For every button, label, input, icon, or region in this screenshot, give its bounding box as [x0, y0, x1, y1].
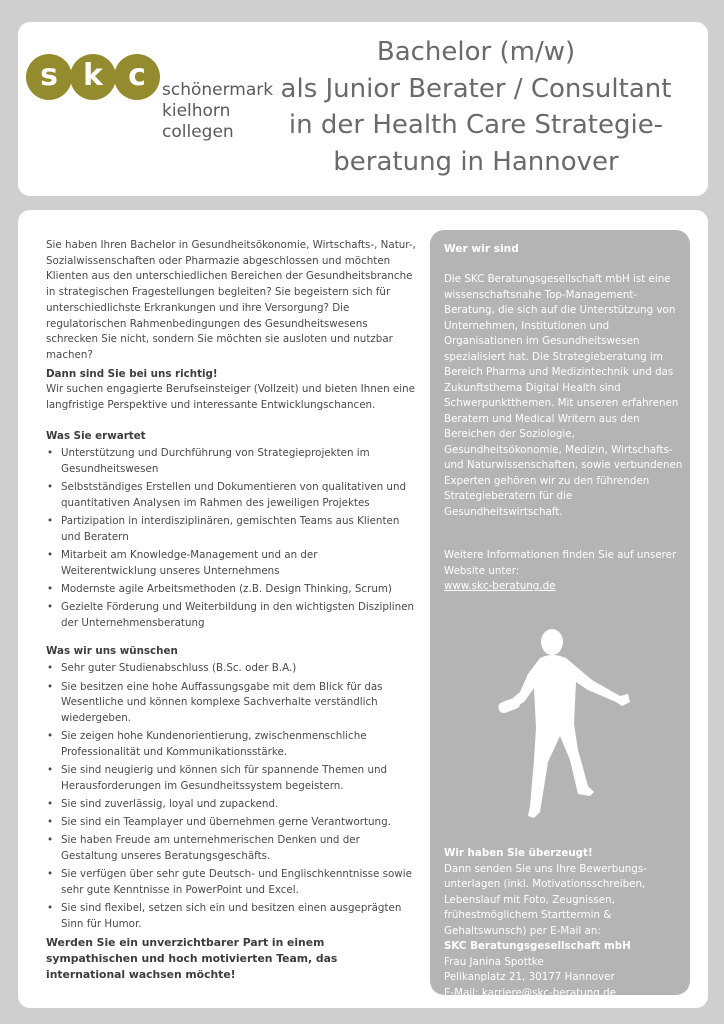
contact-heading: Wir haben Sie überzeugt! [444, 847, 593, 859]
list-item: • Sie besitzen eine hohe Auffassungsgabe mit dem Blick für das Wesentliche und können komplexe Sachverhalte verständlich wiedergeben. [46, 680, 416, 727]
contact-block [444, 846, 684, 1001]
logo-letter-k: k [70, 54, 116, 100]
logo-letter-s: s [26, 54, 72, 100]
company-info-panel [430, 230, 690, 999]
list-item: • Sie sind neugierig und können sich für spannende Themen und Herausforderungen im Gesundheitssystem begeistern. [46, 763, 416, 794]
list-item: • Modernste agile Arbeitsmethoden (z.B. Design Thinking, Scrum) [46, 582, 416, 598]
title-line: Bachelor (m/w) [376, 37, 576, 67]
company-name: SKC Beratungsgesellschaft mbH [444, 940, 631, 952]
list-item: • Sie verfügen über sehr gute Deutsch- und Englischkenntnisse sowie sehr gute Kenntnisse in PowerPoint und Excel. [46, 867, 416, 898]
list-item: • Sie sind zuverlässig, loyal und zupackend. [46, 797, 416, 813]
logo-letter-c: c [114, 54, 160, 100]
call-to-action: Dann sind Sie bei uns richtig! [46, 367, 218, 380]
more-info [444, 548, 679, 595]
header-card [18, 22, 708, 196]
title-line: als Junior Berater / Consultant [280, 73, 672, 104]
logo-line: kielhorn [162, 101, 231, 121]
list-item: • Sehr guter Studienabschluss (B.Sc. oder B.A.) [46, 661, 416, 677]
list-item: • Sie sind ein Teamplayer und übernehmen gerne Verantwortung. [46, 815, 416, 831]
page-title [266, 34, 686, 180]
logo-line: schönermark [162, 80, 274, 100]
contact-person: Frau Janina Spottke [444, 955, 544, 968]
skc-logo [26, 54, 162, 102]
main-card [18, 210, 708, 1008]
list-item: • Sie zeigen hohe Kundenorientierung, zwischenmenschliche Professionalität und Kommunikationsstärke. [46, 729, 416, 760]
about-text: Die SKC Beratungsgesellschaft mbH ist eine wissenschaftsnahe Top-Management-Beratung, die sich auf die Unterstützung von Unternehmen, Institutionen und Organisationen im Gesundheitswesen spezialisiert hat. Die Strategieberatung im Bereich Pharma und Medizintechnik und das Zukunftsthema Digital Health sind Schwerpunktthemen. Mit unseren erfahrenen Beratern und Medical Writern aus den Bereichen der Soziologie, Gesundheitsökonomie, Medizin, Wirtschafts- und Naturwissenschaften, sowie verbundenen Experten gehören wir zu den führenden Strategieberatern für die Gesundheitswirtschaft. [444, 273, 683, 518]
list-item: • Selbstständiges Erstellen und Dokumentieren von qualitativen und quantitativen Analysen im Rahmen des jeweiligen Projektes [46, 480, 416, 511]
intro-paragraph: Sie haben Ihren Bachelor in Gesundheitsökonomie, Wirtschafts-, Natur-, Sozialwissenschaften oder Pharmazie abgeschlossen und möchten Klienten aus den unterschiedlichen Bereichen der Gesundheitsbranche in strategischen Fragestellungen begleiten? Sie begeistern sich für unterschiedlichste Erkrankungen und ihre Versorgung? Die regulatorischen Rahmenbedingungen des Gesundheitswesens schrecken Sie nicht, sondern Sie möchten sie ausloten und nutzbar machen? [46, 239, 416, 361]
logo-line: collegen [162, 122, 234, 142]
contact-email[interactable]: E-Mail: karriere@skc-beratung.de [444, 986, 616, 999]
expect-list [46, 446, 416, 631]
list-item: • Sie sind flexibel, setzen sich ein und besitzen einen ausgeprägten Sinn für Humor. [46, 901, 416, 932]
contact-text: Dann senden Sie uns Ihre Bewerbungs-unterlagen (inkl. Motivationsschreiben, Lebenslauf mit Foto, Zeugnissen, frühestmöglichem Starttermin & Gehaltswunsch) per E-Mail an: [444, 862, 647, 937]
website-link[interactable]: www.skc-beratung.de [444, 580, 556, 592]
logo-wordmark [162, 80, 273, 143]
job-description [46, 238, 416, 983]
offer-paragraph: Wir suchen engagierte Berufseinsteiger (Vollzeit) und bieten Ihnen eine langfristige Perspektive und interessante Entwicklungschancen. [46, 383, 415, 412]
list-item: • Partizipation in interdisziplinären, gemischten Teams aus Klienten und Beratern [46, 514, 416, 545]
expect-heading: Was Sie erwartet [46, 429, 146, 442]
list-item: • Mitarbeit am Knowledge-Management und an der Weiterentwicklung unseres Unternehmens [46, 548, 416, 579]
closing-statement: Werden Sie ein unverzichtbarer Part in einem sympathischen und hoch motivierten Team, das international wachsen möchte! [46, 936, 338, 982]
person-silhouette-icon [496, 628, 636, 824]
wish-list [46, 661, 416, 932]
about-heading: Wer wir sind [444, 243, 519, 255]
wish-heading: Was wir uns wünschen [46, 644, 178, 657]
title-line: in der Health Care Strategie- [288, 110, 664, 140]
list-item: • Gezielte Förderung und Weiterbildung in den wichtigsten Disziplinen der Unternehmensberatung [46, 600, 416, 631]
title-line: beratung in Hannover [333, 146, 619, 177]
list-item: • Unterstützung und Durchführung von Strategieprojekten im Gesundheitswesen [46, 446, 416, 477]
more-info-text: Weitere Informationen finden Sie auf unserer Website unter: [444, 549, 677, 577]
list-item: • Sie haben Freude am unternehmerischen Denken und der Gestaltung unseres Beratungsgeschäfts. [46, 833, 416, 864]
contact-address: Pelikanplatz 21, 30177 Hannover [444, 971, 615, 983]
